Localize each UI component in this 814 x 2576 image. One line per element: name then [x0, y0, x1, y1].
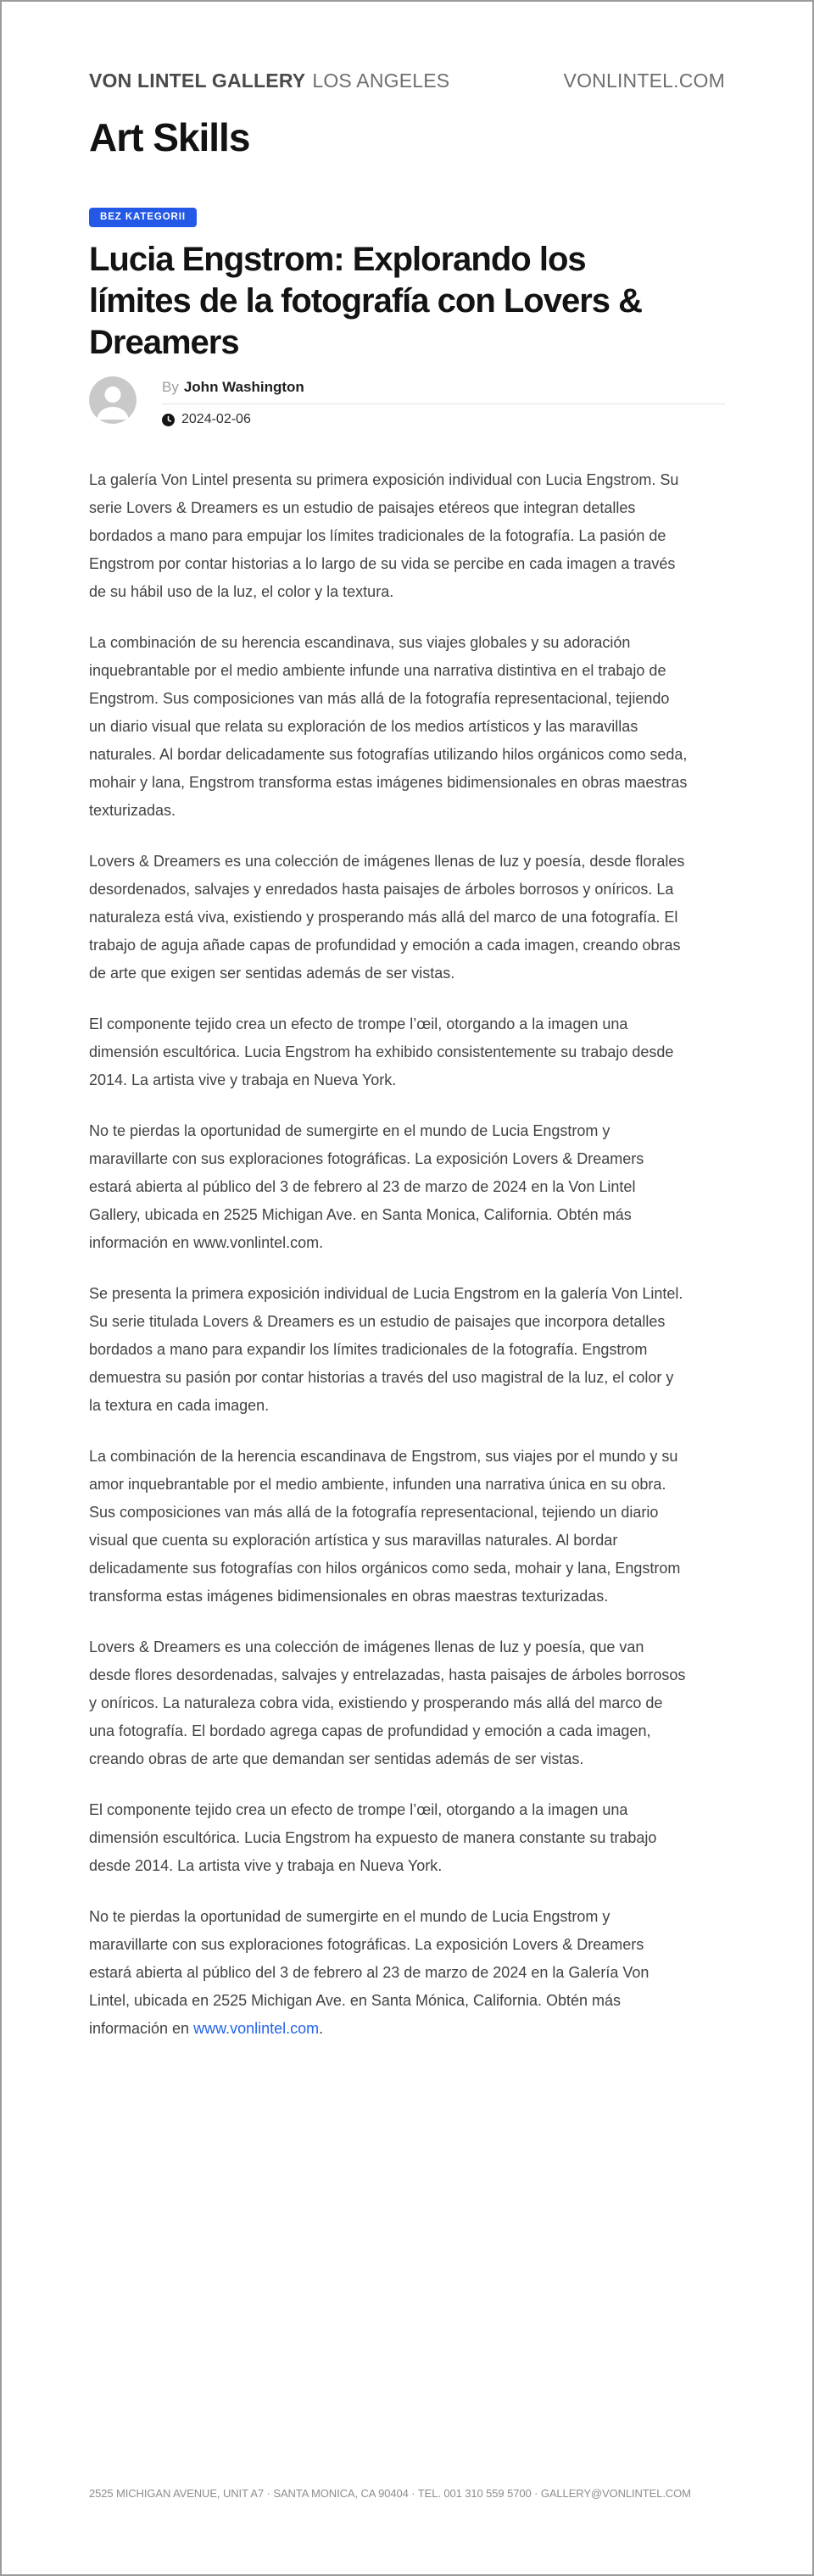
publish-date: 2024-02-06 — [181, 412, 251, 427]
article-paragraph: Lovers & Dreamers es una colección de imágenes llenas de luz y poesía, desde florales desordenados, salvajes y enredados hasta paisajes de árboles borrosos y oníricos. La naturaleza está viva, existiendo y prosperando más allá del marco de una fotografía. El trabajo de aguja añade capas de profundidad y emoción a cada imagen, creando obras de arte que exigen ser sentidas además de ser vistas. — [89, 853, 685, 982]
publish-date-row — [162, 412, 725, 427]
article-paragraph — [89, 1903, 688, 2043]
letterhead-left — [89, 70, 449, 92]
article-title: Lucia Engstrom: Explorando los límites de la fotografía con Lovers & Dreamers — [89, 241, 643, 361]
byline-prefix: By — [162, 379, 179, 396]
author-name[interactable]: John Washington — [183, 379, 304, 396]
category-badge[interactable]: BEZ KATEGORII — [89, 208, 197, 227]
gallery-name: VON LINTEL GALLERY — [89, 70, 306, 92]
gallery-location: LOS ANGELES — [312, 70, 450, 92]
letterhead — [89, 70, 725, 92]
author-avatar — [89, 376, 137, 424]
byline — [162, 379, 725, 404]
author-block — [89, 376, 725, 427]
gallery-website-text: VONLINTEL.COM — [563, 70, 725, 92]
person-icon — [89, 376, 137, 424]
site-title[interactable]: Art Skills — [89, 115, 250, 159]
article-paragraph: La galería Von Lintel presenta su primera exposición individual con Lucia Engstrom. Su serie Lovers & Dreamers es un estudio de paisajes etéreos que integran detalles bordados a mano para empujar los límites tradicionales de la fotografía. La pasión de Engstrom por contar historias a lo largo de su vida se percibe en cada imagen a través de su hábil uso de la luz, el color y la textura. — [89, 471, 679, 601]
article-body — [89, 466, 688, 2043]
article-paragraph: La combinación de su herencia escandinava, sus viajes globales y su adoración inquebrantable por el medio ambiente infunde una narrativa distintiva en el trabajo de Engstrom. Sus composiciones van más allá de la fotografía representacional, tejiendo un diario visual que relata su exploración de los medios artísticos y las maravillas naturales. Al bordar delicadamente sus fotografías utilizando hilos orgánicos como seda, mohair y lana, Engstrom transforma estas imágenes bidimensionales en obras maestras texturizadas. — [89, 634, 688, 820]
paragraph-suffix: . — [319, 2020, 324, 2038]
vonlintel-link[interactable]: www.vonlintel.com — [193, 2020, 320, 2038]
article-paragraph: La combinación de la herencia escandinava de Engstrom, sus viajes por el mundo y su amor inquebrantable por el medio ambiente, infunden una narrativa única en su obra. Sus composiciones van más allá de la fotografía representacional, tejiendo un diario visual que cuenta su exploración artística y sus maravillas naturales. Al bordar delicadamente sus fotografías con hilos orgánicos como seda, mohair y lana, Engstrom transforma estas imágenes bidimensionales en obras maestras texturizadas. — [89, 1448, 681, 1605]
clock-icon — [162, 414, 175, 426]
author-meta — [162, 376, 725, 427]
article-paragraph: El componente tejido crea un efecto de trompe l’œil, otorgando a la imagen una dimensión escultórica. Lucia Engstrom ha expuesto de manera constante su trabajo desde 2014. La artista vive y trabaja en Nueva York. — [89, 1801, 657, 1875]
footer-address: 2525 MICHIGAN AVENUE, UNIT A7 · SANTA MONICA, CA 90404 · TEL. 001 310 559 5700 · GALLERY@VONLINTEL.COM — [89, 2487, 691, 2500]
article-paragraph: El componente tejido crea un efecto de trompe l’œil, otorgando a la imagen una dimensión escultórica. Lucia Engstrom ha exhibido consistentemente su trabajo desde 2014. La artista vive y trabaja en Nueva York. — [89, 1015, 674, 1089]
article-paragraph: Se presenta la primera exposición individual de Lucia Engstrom en la galería Von Lintel. Su serie titulada Lovers & Dreamers es un estudio de paisajes que incorpora detalles bordados a mano para expandir los límites tradicionales de la fotografía. Engstrom demuestra su pasión por contar historias a través del uso magistral de la luz, el color y la textura en cada imagen. — [89, 1285, 683, 1415]
article-paragraph: No te pierdas la oportunidad de sumergirte en el mundo de Lucia Engstrom y maravillarte con sus exploraciones fotográficas. La exposición Lovers & Dreamers estará abierta al público del 3 de febrero al 23 de marzo de 2024 en la Von Lintel Gallery, ubicada en 2525 Michigan Ave. en Santa Monica, California. Obtén más información en www.vonlintel.com. — [89, 1122, 644, 1252]
article-paragraph: Lovers & Dreamers es una colección de imágenes llenas de luz y poesía, que van desde flores desordenadas, salvajes y entrelazadas, hasta paisajes de árboles borrosos y oníricos. La naturaleza cobra vida, existiendo y prosperando más allá del marco de una fotografía. El bordado agrega capas de profundidad y emoción a cada imagen, creando obras de arte que demandan ser sentidas además de ser vistas. — [89, 1639, 686, 1768]
paragraph-lead-text: No te pierdas la oportunidad de sumergirte en el mundo de Lucia Engstrom y maravillarte con sus exploraciones fotográficas. La exposición Lovers & Dreamers estará abierta al público del 3 de febrero al 23 de marzo de 2024 en la Galería Von Lintel, ubicada en 2525 Michigan Ave. en Santa Mónica, California. Obtén más información en — [89, 1908, 650, 2038]
